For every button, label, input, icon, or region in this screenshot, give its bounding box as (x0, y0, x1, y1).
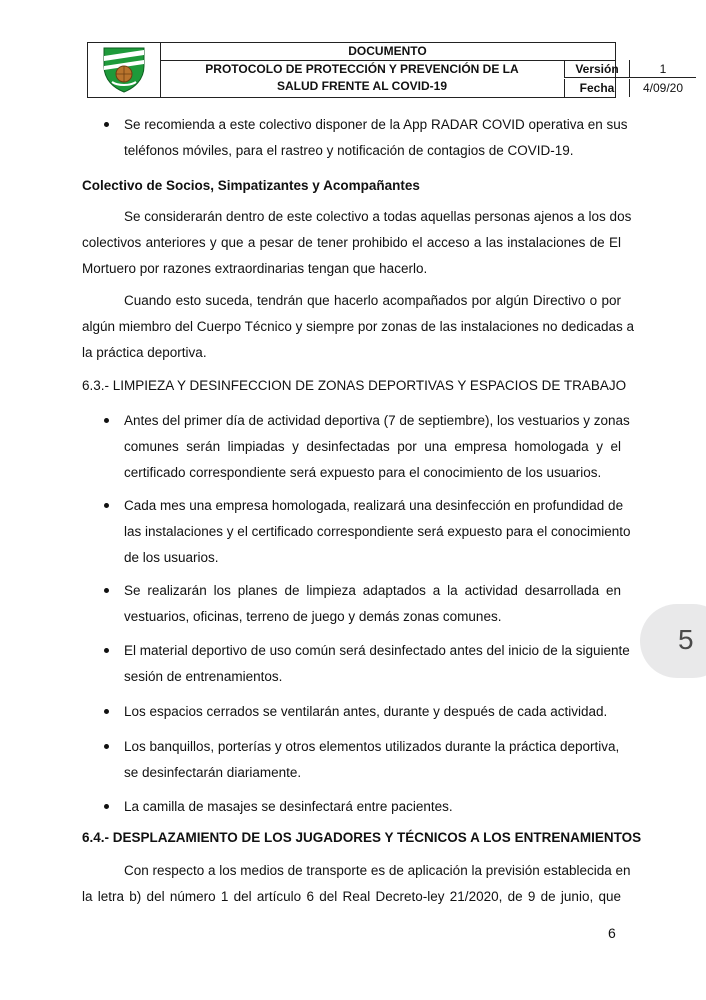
bullet-radar-line-1: Se recomienda a este colectivo disponer de la App RADAR COVID operativa en sus (124, 117, 628, 132)
socios-p1-line-1: Se considerarán dentro de este colectivo a todas aquellas personas ajenos a los dos (124, 209, 632, 224)
side-page-badge (640, 604, 706, 678)
version-label: Versión (564, 60, 630, 78)
version-value: 1 (630, 60, 696, 78)
socios-p2-line-2: algún miembro del Cuerpo Técnico y siempre por zonas de las instalaciones no dedicadas a (82, 319, 635, 334)
socios-p2-line-1: Cuando esto suceda, tendrán que hacerlo acompañados por algún Directivo o por (124, 293, 621, 308)
cleaning-bullet-1-line-2: comunes serán limpiadas y desinfectadas por una empresa homologada y el (124, 439, 621, 454)
cleaning-bullet-3-line-2: vestuarios, oficinas, terreno de juego y demás zonas comunes. (124, 609, 502, 624)
bullet-radar-line-2: teléfonos móviles, para el rastreo y notificación de contagios de COVID-19. (124, 143, 574, 158)
bullet-dot (104, 418, 109, 423)
club-logo-cell (88, 43, 161, 97)
date-label: Fecha (564, 79, 630, 97)
transport-p1-line-2: la letra b) del número 1 del artículo 6 del Real Decreto-ley 21/2020, de 9 de junio, que (82, 889, 621, 904)
bullet-dot (104, 804, 109, 809)
transport-p1-line-1: Con respecto a los medios de transporte es de aplicación la previsión establecida en (124, 863, 631, 878)
cleaning-bullet-6-line-2: se desinfectarán diariamente. (124, 765, 302, 780)
bullet-dot (104, 709, 109, 714)
bullet-dot (104, 588, 109, 593)
page-number: 6 (608, 925, 616, 941)
bullet-dot (104, 648, 109, 653)
club-crest-logo (102, 46, 146, 94)
section-heading-6-3: 6.3.- LIMPIEZA Y DESINFECCION DE ZONAS DEPORTIVAS Y ESPACIOS DE TRABAJO (82, 378, 627, 393)
cleaning-bullet-2-line-3: de los usuarios. (124, 550, 219, 565)
socios-p1-line-2: colectivos anteriores y que a pesar de tener prohibido el acceso a las instalaciones de El (82, 235, 621, 250)
section-heading-6-4: 6.4.- DESPLAZAMIENTO DE LOS JUGADORES Y TÉCNICOS A LOS ENTRENAMIENTOS (82, 830, 642, 845)
date-value: 4/09/20 (642, 81, 684, 95)
document-title-line-1: PROTOCOLO DE PROTECCIÓN Y PREVENCIÓN DE LA (205, 62, 519, 76)
document-title (160, 60, 564, 97)
side-page-badge-number: 5 (678, 624, 694, 655)
cleaning-bullet-1-line-3: certificado correspondiente será expuesto para el conocimiento de los usuarios. (124, 465, 602, 480)
document-title-line-2: SALUD FRENTE AL COVID-19 (276, 79, 447, 93)
cleaning-bullet-2-line-2: las instalaciones y el certificado correspondiente será expuesto para el conocimiento (124, 524, 631, 539)
cleaning-bullet-7-line-1: La camilla de masajes se desinfectará entre pacientes. (124, 799, 453, 814)
document-label: DOCUMENTO (160, 43, 615, 61)
section-heading-socios: Colectivo de Socios, Simpatizantes y Acompañantes (82, 178, 420, 193)
cleaning-bullet-5-line-1: Los espacios cerrados se ventilarán antes, durante y después de cada actividad. (124, 704, 608, 719)
bullet-dot (104, 122, 109, 127)
cleaning-bullet-2-line-1: Cada mes una empresa homologada, realizará una desinfección en profundidad de (124, 498, 624, 513)
document-header-table (87, 42, 684, 98)
cleaning-bullet-4-line-1: El material deportivo de uso común será desinfectado antes del inicio de la siguiente (124, 643, 630, 658)
cleaning-bullet-4-line-2: sesión de entrenamientos. (124, 669, 283, 684)
socios-p2-line-3: la práctica deportiva. (82, 345, 207, 360)
cleaning-bullet-3-line-1: Se realizarán los planes de limpieza adaptados a la actividad desarrollada en (124, 583, 621, 598)
cleaning-bullet-6-line-1: Los banquillos, porterías y otros elementos utilizados durante la práctica deportiva, (124, 739, 620, 754)
bullet-dot (104, 503, 109, 508)
socios-p1-line-3: Mortuero por razones extraordinarias tengan que hacerlo. (82, 261, 428, 276)
bullet-dot (104, 744, 109, 749)
cleaning-bullet-1-line-1: Antes del primer día de actividad deportiva (7 de septiembre), los vestuarios y zonas (124, 413, 630, 428)
